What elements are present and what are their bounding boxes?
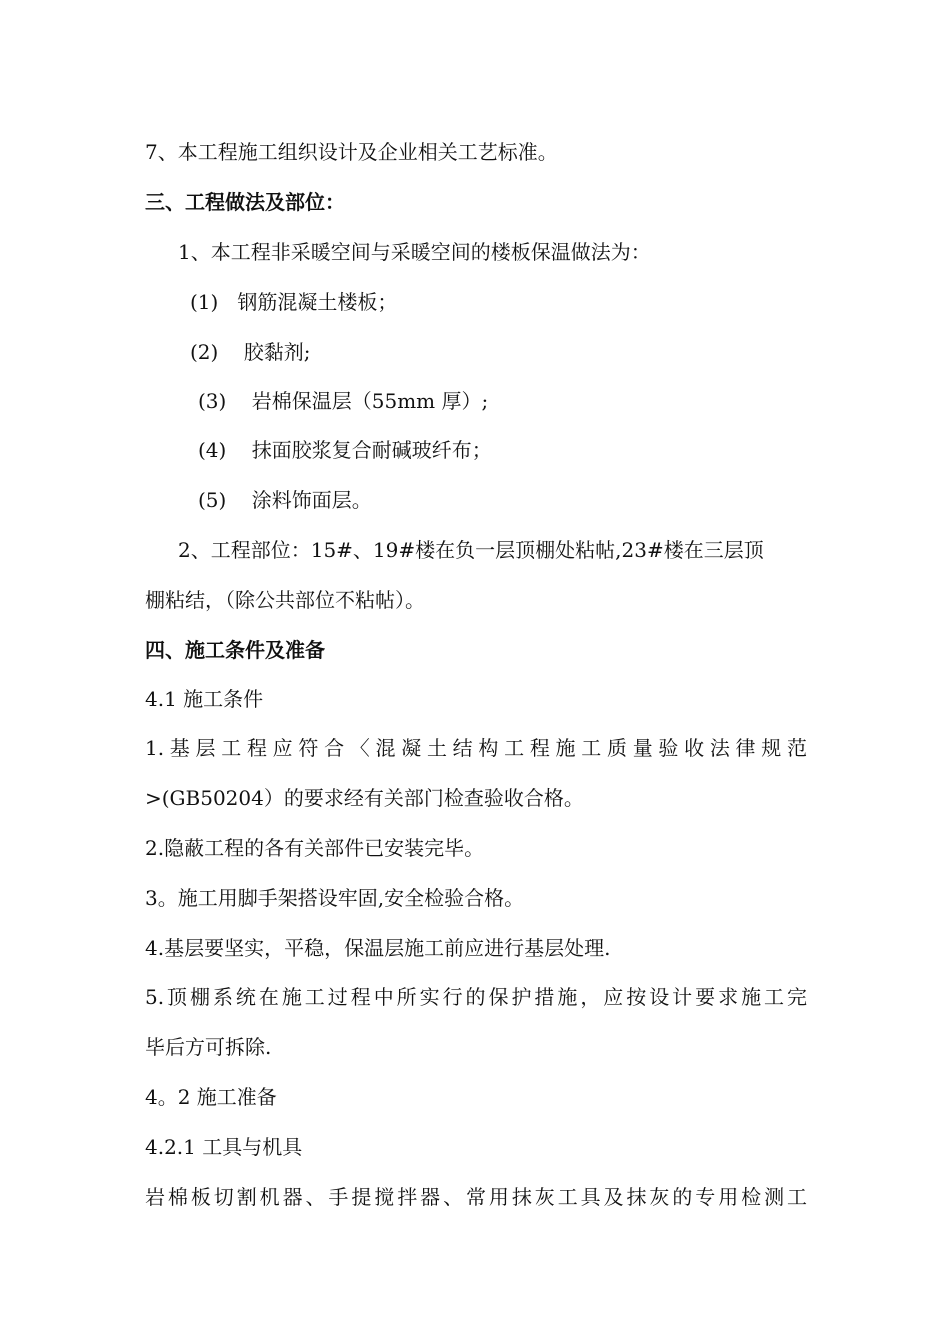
text-line: >(GB50204）的要求经有关部门检查验收合格。 <box>145 786 584 810</box>
text-line: 2、工程部位：15#、19#楼在负一层顶棚处粘帖,23#楼在三层顶 <box>178 538 764 562</box>
list-item: (5) 涂料饰面层。 <box>198 488 372 512</box>
section-heading: 四、施工条件及准备 <box>145 638 325 662</box>
list-item: (3) 岩棉保温层（55mm 厚）; <box>198 389 489 413</box>
text-line: 2.隐蔽工程的各有关部件已安装完毕。 <box>145 836 485 860</box>
text-line: 岩棉板切割机器、手提搅拌器、常用抹灰工具及抹灰的专用检测工 <box>145 1185 807 1209</box>
text-line: 毕后方可拆除. <box>145 1035 272 1059</box>
subsection-heading: 4.2.1 工具与机具 <box>145 1135 303 1159</box>
text-line: 1、本工程非采暖空间与采暖空间的楼板保温做法为： <box>178 240 651 264</box>
text-line: 棚粘结，（除公共部位不粘帖）。 <box>145 588 425 612</box>
text-line: 4.基层要坚实，平稳，保温层施工前应进行基层处理. <box>145 936 611 960</box>
list-item: (2) 胶黏剂; <box>190 340 311 364</box>
list-item: (4) 抹面胶浆复合耐碱玻纤布； <box>198 438 492 462</box>
text-line: 1.基层工程应符合〈混凝土结构工程施工质量验收法律规范 <box>145 736 807 760</box>
subsection-heading: 4.1 施工条件 <box>145 687 264 711</box>
list-item: (1) 钢筋混凝土楼板； <box>190 290 398 314</box>
text-line: 7、本工程施工组织设计及企业相关工艺标准。 <box>145 140 558 164</box>
section-heading: 三、工程做法及部位： <box>145 190 345 214</box>
text-line: 3。施工用脚手架搭设牢固,安全检验合格。 <box>145 886 525 910</box>
text-line: 5.顶棚系统在施工过程中所实行的保护措施，应按设计要求施工完 <box>145 985 807 1009</box>
subsection-heading: 4。2 施工准备 <box>145 1085 277 1109</box>
